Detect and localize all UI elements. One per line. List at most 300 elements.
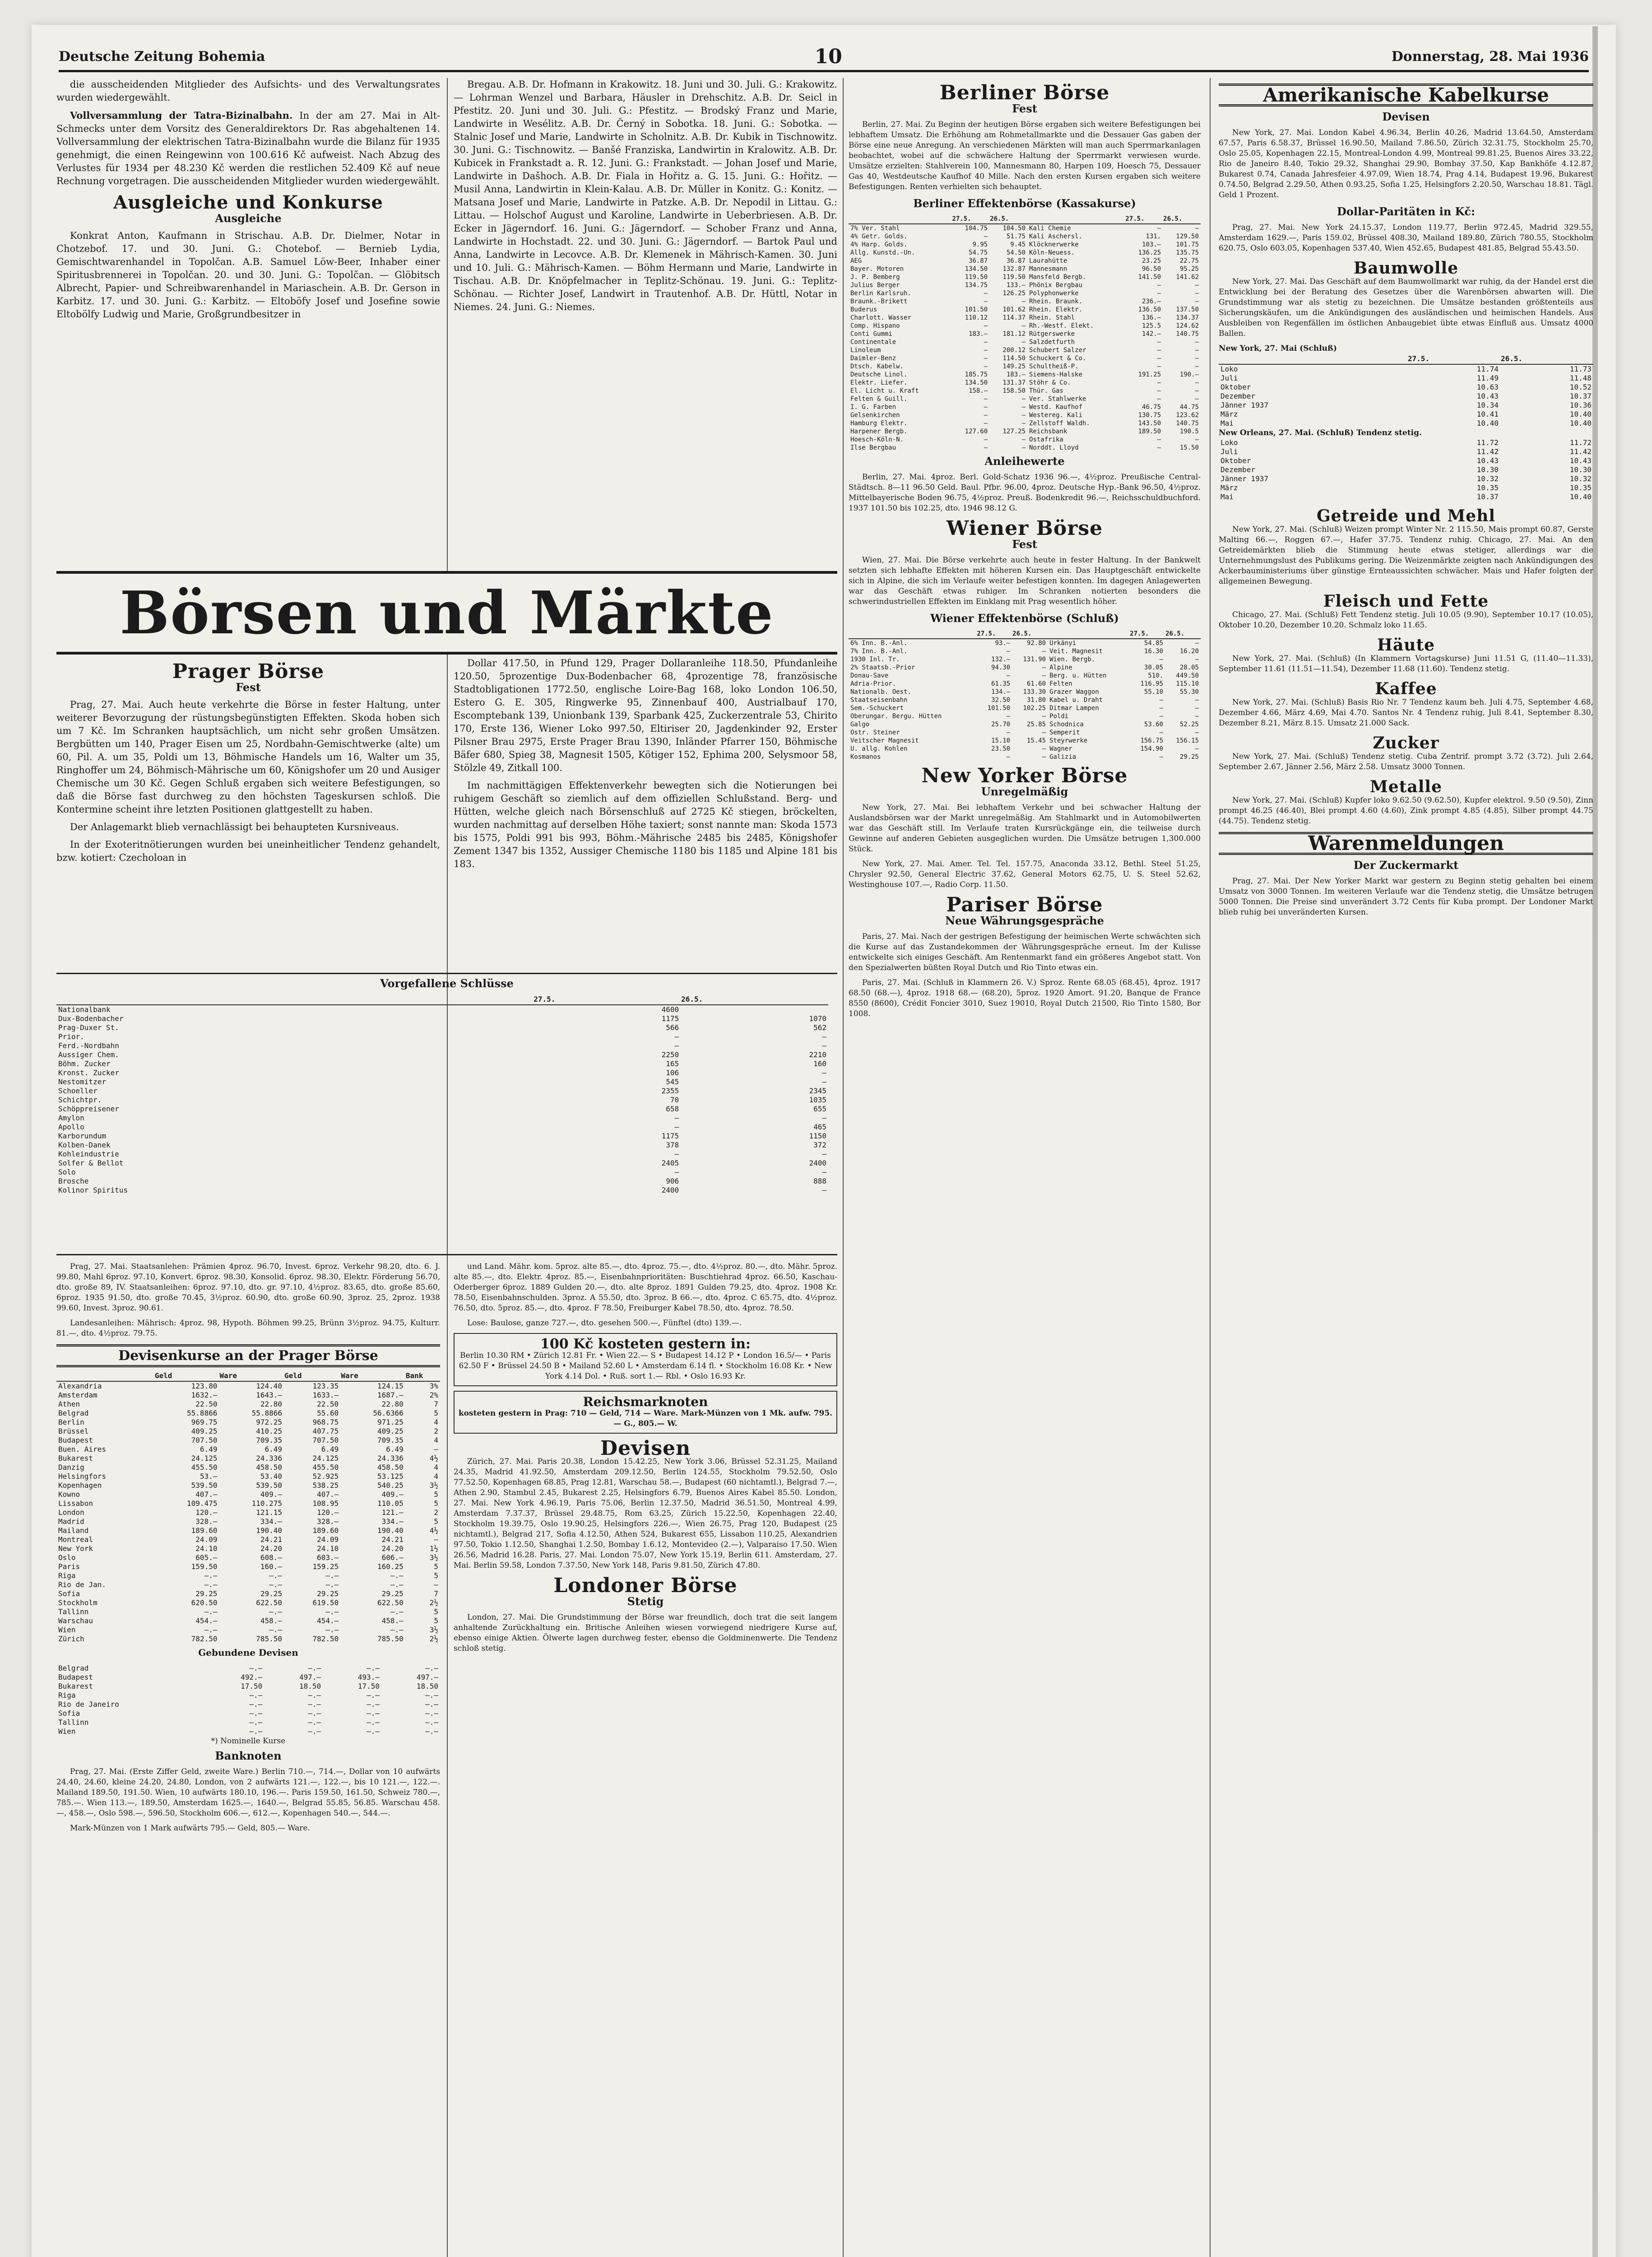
table-cell: Wien [58,1625,76,1634]
table-header-cell [849,629,976,639]
table-cell: 134.75 [965,282,988,289]
table-row [1219,483,1593,492]
table-cell: 454.— [317,1616,339,1625]
table-cell [681,1005,828,1014]
table-cell: 409.25 [191,1427,218,1435]
section-title: Londoner Börse [553,1574,738,1597]
table-cell: 1632.— [191,1391,218,1399]
table-row [56,1664,440,1673]
table-cell: Schichtpr. [58,1096,102,1104]
gebundene-devisen-table [56,1664,440,1736]
table-cell: — [1006,648,1011,655]
table-cell: — [1159,753,1164,761]
table-cell: 510. [1148,672,1164,679]
table-cell: 619.50 [312,1598,339,1607]
table-cell: 17.50 [357,1682,380,1690]
table-cell: — [1157,282,1161,289]
table-cell: Wien [58,1727,76,1736]
table-row [56,1472,440,1481]
table-cell: — [984,298,988,305]
table-cell: Galizia [1049,753,1077,761]
table-cell: Bukarest [58,1454,93,1463]
table-cell: —.— [269,1571,283,1580]
table-row [56,1454,440,1463]
table-cell: Harpener Bergb. [850,428,908,435]
table-row [849,411,1201,419]
section-subtitle: Der Zuckermarkt [1353,859,1459,872]
table-cell: Kali Chemie [1029,225,1071,232]
table-cell: 409.— [381,1490,404,1499]
table-cell: 114.37 [1002,314,1026,321]
table-cell: Braunk.-Brikett [850,298,908,305]
table-cell: Jänner 1937 [1220,401,1268,409]
table-row [849,371,1201,379]
article-heading: Vollversammlung der Tatra-Bizinalbahn. [70,110,293,121]
table-cell: — [822,1032,826,1041]
table-cell: 10.43 [1569,456,1592,465]
table-cell: 189.60 [191,1526,218,1535]
table-row [849,314,1201,322]
section-title: Banknoten [215,1749,282,1762]
table-cell: — [1021,298,1026,305]
table-cell: 53.125 [377,1472,404,1481]
table-cell: —.— [390,1625,404,1634]
table-row [849,427,1201,436]
table-cell: 54.75 [969,249,988,256]
table-row [56,1087,828,1096]
table-cell: New York [58,1544,93,1553]
table-cell: 55.8866 [187,1409,218,1417]
table-cell: Comp. Hispano [850,322,900,330]
article-text: Prag, 27. Mai. Auch heute verkehrte die Börse in fester Haltung, unter weiterer Bevorzugung der rüstungsbegünstigten Effekten. Skoda hoben sich um 7 Kč. Im Schranken hauptsächlich, um nicht sehr großen Umsätzen. Bergbütten um 140, Prager Eisen um 25, Nordbahn-Gemischtwerke (alte) um 60, Pil. A. um 35, Poldi um 13, Böhmische Handels um 16, Walter um 35, Ringhoffer um 24, Böhmisch-Mährische um 60, Königshofer um 20 und Ausiger Chemische um 30 Kč. Gegen Schluß ergaben sich weitere Befestigungen, so daß die Börse fast durchweg zu den höchsten Tageskursen schloß. Die Kontermine scheint ihre letzten Positionen glattgestellt zu haben. [56,699,440,815]
article-text: Prag, 27. Mai. Staatsanlehen: Prämien 4proz. 96.70, Invest. 6proz. Verkehr 98.20, dto. 6. J. 99.80, Mahl 6proz. 97.10, Konvert. 6proz. 98.30, Konsolid. 6proz. 98.30, Elektr. Förderung 56.70, dto. große 89, IV. Staatsanleihen: 6proz. 97.10, dto. gr. 97.10, 4½proz. 83.65, dto. große 85.60, 6proz. 1935 91.50, dto. große 70.45, 3½proz. 60.90, dto. große 60.90, 3proz. 25, 2proz. 1938 99.60, Invest. 3proz. 90.61. [56,1262,440,1313]
table-row [849,753,1201,761]
table-cell: 108.95 [312,1499,339,1508]
table-row [56,1436,440,1445]
table-cell: 124.62 [1176,322,1199,330]
table-cell: 968.75 [312,1418,339,1426]
section-title: Ausgleiche und Konkurse [113,192,383,213]
table-cell: Nationalb. Oest. [850,688,911,696]
table-cell: 6% Inn. B.-Anl. [850,640,908,647]
table-cell: — [1006,729,1011,736]
table-header-cell [1048,629,1129,639]
table-cell: Charlott. Wasser [850,314,911,321]
table-row [56,1400,440,1409]
table-cell: — [1195,298,1199,305]
table-header-cell: 27.5. [1129,629,1165,639]
table-cell: 407.75 [312,1427,339,1435]
table-cell: Oktober [1220,456,1251,465]
table-cell: 2400 [661,1186,679,1194]
table-cell: Kali Aschersl. [1029,233,1083,240]
table-cell: Phönix Bergbau [1029,282,1083,289]
table-cell: 24.336 [377,1454,404,1463]
table-cell: 123.80 [191,1382,218,1390]
schluesse-table [56,994,828,1195]
table-cell: Julius Berger [850,282,900,289]
table-cell: Riga [58,1571,76,1580]
table-row [56,1014,828,1023]
section-subtitle: Fest [236,681,261,694]
table-row [56,1409,440,1418]
table-cell: Laurahütte [1029,257,1067,265]
table-cell: 10.43 [1476,456,1499,465]
table-cell: 28.05 [1179,664,1199,671]
table-cell: 55.30 [1179,688,1199,696]
table-cell: 4½ [429,1526,438,1535]
table-cell: 1643.— [256,1391,283,1399]
table-cell: Schuckert & Co. [1029,355,1086,362]
table-cell: Buen. Aires [58,1445,106,1454]
table-cell: 606.— [381,1553,404,1562]
table-cell: 103.— [1142,241,1161,248]
table-row [849,647,1201,655]
table-cell: — [984,363,988,370]
table-cell: 132.87 [1002,265,1026,273]
table-cell: — [1195,379,1199,386]
table-cell: 120.— [195,1508,218,1517]
newspaper-name: Deutsche Zeitung Bohemia [59,48,265,65]
table-cell: —.— [204,1607,218,1616]
schluesse-tables [56,994,837,1195]
table-cell: 9.95 [972,241,988,248]
table-row [1219,465,1593,474]
table-cell: Nationalbank [58,1005,111,1014]
section-subtitle: Neue Währungsgespräche [945,914,1104,927]
table-row [849,444,1201,452]
table-cell: Belgrad [58,1664,89,1672]
table-cell: Madrid [58,1517,84,1526]
table-cell: —.— [308,1727,321,1736]
table-cell: 136.25 [1138,249,1161,256]
table-cell: 190.40 [377,1526,404,1535]
table-header-cell [849,214,951,224]
table-cell: — [1159,705,1164,712]
table-row [849,265,1201,273]
table-cell: Berg. u. Hütten [1049,672,1107,679]
table-cell: Stockholm [58,1598,97,1607]
table-header-cell [1219,354,1407,364]
table-cell: 4% Harp. Golds. [850,241,908,248]
table-cell: 4 [434,1463,438,1472]
table-row [56,1141,828,1150]
table-cell: Dezember [1220,465,1256,474]
table-header-cell: Geld [154,1371,219,1381]
table-cell: 101.75 [1176,241,1199,248]
table-cell: — [1021,404,1026,411]
table-cell: 3½ [429,1553,438,1562]
article-text: New York, 27. Mai. (Schluß) Weizen prompt Winter Nr. 2 115.50, Mais prompt 60.87, Gerste Malting 66.—, Roggen 67.—, Hafer 37.75. Tendenz ruhig. Chicago, 27. Mai. An den Getreidemärkten blieb die Stimmung heute etwas stetiger, allerdings war die Unternehmungslust des Publikums gering. Die Weizenmärkte zeigten nach Ankündigungen des Ackerbauministeriums über günstige Ernteaussichten schwächer. Mais und Hafer folgten der allgemeinen Bewegung. [1219,525,1593,586]
table-row [849,330,1201,338]
table-cell: 497.— [416,1673,438,1681]
section-title: Berliner Börse [939,81,1110,104]
table-cell: — [984,436,988,443]
article-text: Prag, 27. Mai. Der New Yorker Markt war gestern zu Beginn stetig gehalten bei einem Umsatz von 3000 Tonnen. Im weiteren Verlaufe war die Tendenz stetig, die Umsätze betrugen 5000 Tonnen. Die Preise sind unverändert 3.72 Cents für Kuba prompt. Der Londoner Markt blieb ruhig bei unveränderten Kursen. [1219,877,1593,917]
table-cell: — [822,1168,826,1176]
table-cell: 24.336 [256,1454,283,1463]
table-cell: — [1195,436,1199,443]
section-subtitle: Ausgleiche [215,212,282,225]
table-cell: — [674,1114,679,1122]
table-cell: — [434,1535,438,1544]
table-cell: Elektr. Liefer. [850,379,908,386]
table-cell: — [1159,713,1164,720]
table-cell: Veit. Magnesit [1049,648,1103,655]
box-text: kosteten gestern in Prag: 710 — Geld, 714 — Ware. Mark-Münzen von 1 Mk. aufw. 795.— G., 805.— W. [458,1409,833,1428]
table-row [849,273,1201,281]
article-text: New York, 27. Mai. (Schluß) Tendenz stetig. Cuba Zentrif. prompt 3.72 (3.72). Juli 2.64, September 2.67, Jänner 2.56, März 2.58. Umsatz 3000 Tonnen. [1219,752,1593,771]
table-title: Devisenkurse an der Prager Börse [56,1344,440,1367]
table-cell: El. Licht u. Kraft [850,387,919,395]
table-cell: 458.50 [377,1463,404,1472]
table-cell: 154.90 [1140,745,1164,752]
table-cell: 1150 [809,1132,826,1140]
table-cell: Schoeller [58,1087,97,1095]
table-cell: — [984,404,988,411]
table-cell: 1175 [661,1014,679,1023]
table-cell: 24.21 [260,1535,283,1544]
table-cell: 31.80 [1026,697,1046,704]
table-cell: Kronst. Zucker [58,1068,119,1077]
section-subtitle: Fest [1012,538,1037,551]
article-text [56,109,440,188]
table-header-cell [56,1371,154,1381]
table-header-cell: Ware [340,1371,405,1381]
table-cell: —.— [425,1709,438,1718]
table-cell: — [1195,395,1199,403]
table-cell: Aussiger Chem. [58,1050,119,1059]
table-row [849,720,1201,729]
table-cell: Berlin Karlsruh. [850,290,911,297]
table-header-cell [56,994,533,1005]
section-subtitle: Stetig [627,1595,664,1608]
table-cell: —.— [204,1580,218,1589]
table-cell: Bukarest [58,1682,93,1690]
article-text: Wien, 27. Mai. Die Börse verkehrte auch heute in fester Haltung. In der Bankwelt setzten sich lebhafte Effekten mit höheren Kursen ein. Das Hauptgeschäft entwickelte sich in Alpine, die sich im Verlaufe weiter befestigen konnten. Im dagegen Anlagewerten war das Geschäft etwas ruhiger. Im Schranken notierten besonders die schwerindustriellen Effekten im Einklang mit Prag wesentlich höher. [849,556,1201,606]
table-cell: — [1157,395,1161,403]
table-cell: Budapest [58,1436,93,1444]
table-cell: —.— [204,1571,218,1580]
table-row [849,745,1201,753]
table-cell: — [1195,347,1199,354]
table-row [56,1123,828,1132]
table-cell: 372 [813,1141,826,1149]
prag-staatsanlehen-right [454,1262,837,2257]
table-row [1219,410,1593,419]
article-text: Prag, 27. Mai. New York 24.15.37, London 119.77, Berlin 972.45, Madrid 329.55, Amsterdam 1629.—, Paris 159.02, Brüssel 408.30, Mailand 189.80, Zürich 780.55, Stockholm 620.75, Oslo 603.05, Kopenhagen 537.40, Wien 452.65, Budapest 481.85, Belgrad 55.43.50. [1219,223,1593,253]
table-cell: Rütgerswerke [1029,330,1075,338]
table-cell: 24.09 [317,1535,339,1544]
table-cell: Belgrad [58,1409,89,1417]
table-cell: 23.50 [991,745,1011,752]
table-cell: — [1021,339,1026,346]
table-row [849,338,1201,346]
table-row [849,362,1201,371]
section-title: Warenmeldungen [1219,832,1593,855]
table-cell: 972.25 [256,1418,283,1426]
table-cell: 94.30 [991,664,1011,671]
table-cell: 2400 [809,1159,826,1167]
table-cell: 782.50 [312,1635,339,1643]
table-cell: 54.85 [1144,640,1164,647]
table-cell: 1½ [429,1544,438,1553]
section-title: Fleisch und Fette [1323,592,1489,611]
table-cell: 658 [666,1105,679,1113]
table-cell: Berlin [58,1418,84,1426]
table-header-cell: 26.5. [989,214,1027,224]
table-cell: Juli [1220,374,1238,382]
table-cell: — [1006,753,1011,761]
table-cell: Zellstoff Waldh. [1029,420,1090,427]
table-cell: 2405 [661,1159,679,1167]
table-cell: 24.125 [312,1454,339,1463]
table-cell: — [1195,355,1199,362]
table-row [56,1535,440,1544]
table-cell: 159.25 [312,1562,339,1571]
article-text: Berlin, 27. Mai. 4proz. Berl. Gold-Schatz 1936 96.—, 4½proz. Preußische Central-Städtsch. 8—11 96.50 Geld. Baul. Pfbr. 96.00, 4proz. Deutsche Hyp.-Bank 96.50, 4½proz. Mittelbayerische Boden 96.75, 4½proz. Preuß. Bodenkredit 96.—, Reichsschuldbuchford. 1937 101.50 bis 102.25, dto. 1946 98.12 G. [849,473,1201,513]
table-cell: 141.50 [1138,274,1161,281]
table-cell: 709.35 [377,1436,404,1444]
table-cell: 5 [434,1571,438,1580]
table-row [849,346,1201,354]
table-row [56,1691,440,1700]
table-cell: 25.70 [991,721,1011,728]
table-row [56,1709,440,1718]
table-cell: U. allg. Kohlen [850,745,908,752]
table-cell: 971.25 [377,1418,404,1426]
table-row [56,1023,828,1032]
table-cell: 29.25 [381,1589,404,1598]
table-cell: 4 [434,1418,438,1426]
table-cell: Kowno [58,1490,80,1499]
table-cell: Allg. Kunstd.-Un. [850,249,915,256]
table-cell: 622.50 [256,1598,283,1607]
table-header-cell: Geld [284,1371,340,1381]
binding-edge [1592,26,1598,2257]
table-cell: 458.— [260,1616,283,1625]
table-cell: 9.45 [1010,241,1026,248]
table-cell: —.— [367,1718,380,1727]
table-cell: Kopenhagen [58,1481,102,1490]
table-cell: 1633.— [312,1391,339,1399]
table-cell: 96.50 [1142,265,1161,273]
table-cell: 11.72 [1476,438,1499,447]
section-banner-title: Börsen und Märkte [120,578,774,647]
table-cell: Grazer Waggon [1049,688,1099,696]
table-cell: Oktober [1220,383,1251,391]
table-row [56,1114,828,1123]
table-cell: Brüssel [58,1427,89,1435]
table-cell: 29.25 [195,1589,218,1598]
table-cell: Felten [1049,680,1072,687]
section-title: Devisen [600,1437,691,1460]
table-cell: Gelsenkirchen [850,412,900,419]
table-cell: 36.87 [1006,257,1026,265]
table-cell: 17.50 [241,1682,263,1690]
table-cell: 106 [666,1068,679,1077]
column-4 [1219,78,1593,2257]
table-row [849,419,1201,427]
table-cell: 969.75 [191,1418,218,1426]
table-cell: Westd. Kaufhof [1029,404,1083,411]
table-cell: — [674,1168,679,1176]
table-cell: — [434,1445,438,1454]
table-cell: Jänner 1937 [1220,474,1268,483]
table-cell: 6.49 [321,1445,339,1454]
article-text: Konkrat Anton, Kaufmann in Strischau. A.B. Dr. Dielmer, Notar in Chotzebof. 17. und 30. Juni. G.: Chotebof. — Bernieb Lydia, Gemischtwarenhandel in Topolčan. A.B. Samuel Löw-Beer, Inhaber einer Spiritusbrennerei in Topolčan. 20. und 30. Juni. G.: Topolčan. — Glöbitsch Albrecht, Papier- und Schreibwarenhandel in Mariaschein. A.B. Dr. Gerson in Karbitz. 17. und 30. Juni. G.: Karbitz. — Eltoböfy Josef und Josefine sowie Eltobölfy Ludwig und Marie, Großgrundbesitzer in [56,230,440,320]
table-cell: 16.30 [1144,648,1164,655]
box-text: Berlin 10.30 RM • Zürich 12.81 Fr. • Wien 22.— S • Budapest 14.12 P • London 16.5/— • Paris 62.50 F • Brüssel 24.50 B • Mailand 52.60 L • Amsterdam 6.14 fl. • Stockholm 16.08 Kr. • New York 4.14 Dol. • Ruß. sort 1.— Rbl. • Oslo 16.93 Kr. [459,1351,832,1381]
table-cell: — [1195,225,1199,232]
table-cell: —.— [249,1709,263,1718]
table-cell: Mansfeld Bergb. [1029,274,1086,281]
article-text: London, 27. Mai. Die Grundstimmung der Börse war freundlich, doch trat die seit langem anhaltende Zurückhaltung ein. Britische Anleihen wiesen vorwiegend niedrigere Kurse auf, ebenso einige Aktien. Ölwerte lagen durchweg fester, ebenso die Goldminenwerte. Die Tendenz schloß stetig. [454,1613,837,1653]
table-cell: — [1159,697,1164,704]
table-cell: Sofia [58,1589,80,1598]
table-cell: — [1195,387,1199,395]
table-cell: — [1195,697,1199,704]
table-cell: 149.25 [1002,363,1026,370]
table-cell: Rhein. Braunk. [1029,298,1083,305]
table-cell: Rhein. Stahl [1029,314,1075,321]
table-cell: 10.32 [1476,474,1499,483]
table-cell: 11.42 [1569,447,1592,456]
table-cell: 11.73 [1569,365,1592,373]
section-title: Häute [1377,636,1435,655]
table-cell: 11.72 [1569,438,1592,447]
table-cell: 129.50 [1176,233,1199,240]
table-cell: London [58,1508,84,1517]
table-cell: Westereg. Kali [1029,412,1083,419]
table-cell: 785.50 [377,1635,404,1643]
table-row [849,289,1201,297]
table-cell: 183.— [1006,371,1026,378]
table-cell: — [1195,290,1199,297]
table-row [56,1553,440,1562]
column-3 [849,78,1201,2257]
table-cell: Lissabon [58,1499,93,1508]
table-cell: 140.75 [1176,420,1199,427]
table-cell: — [984,412,988,419]
table-cell: —.— [325,1580,339,1589]
table-cell: 455.50 [312,1463,339,1472]
table-cell: Montreal [58,1535,93,1544]
table-cell: Tallinn [58,1718,89,1727]
table-cell: I. G. Farben [850,404,896,411]
table-cell: Schubert Salzer [1029,347,1086,354]
table-cell: Alpine [1049,664,1072,671]
table-cell: 10.40 [1569,410,1592,418]
page-number: 10 [814,45,842,68]
column-divider [843,78,844,2257]
table-row [849,281,1201,289]
table-cell: Semperit [1049,729,1080,736]
table-cell: —.— [249,1700,263,1709]
table-cell: 160.— [260,1562,283,1571]
table-cell: — [1021,444,1026,451]
table-cell: — [1021,420,1026,427]
table-row [1219,374,1593,383]
table-cell: 539.50 [191,1481,218,1490]
table-cell: Rh.-Westf. Elekt. [1029,322,1094,330]
table-cell: 2250 [661,1050,679,1059]
table-title: Vorgefallene Schlüsse [380,977,514,990]
table-cell: 93.— [995,640,1011,647]
table-cell: — [984,290,988,297]
table-cell: 61.35 [991,680,1011,687]
table-cell: — [984,339,988,346]
